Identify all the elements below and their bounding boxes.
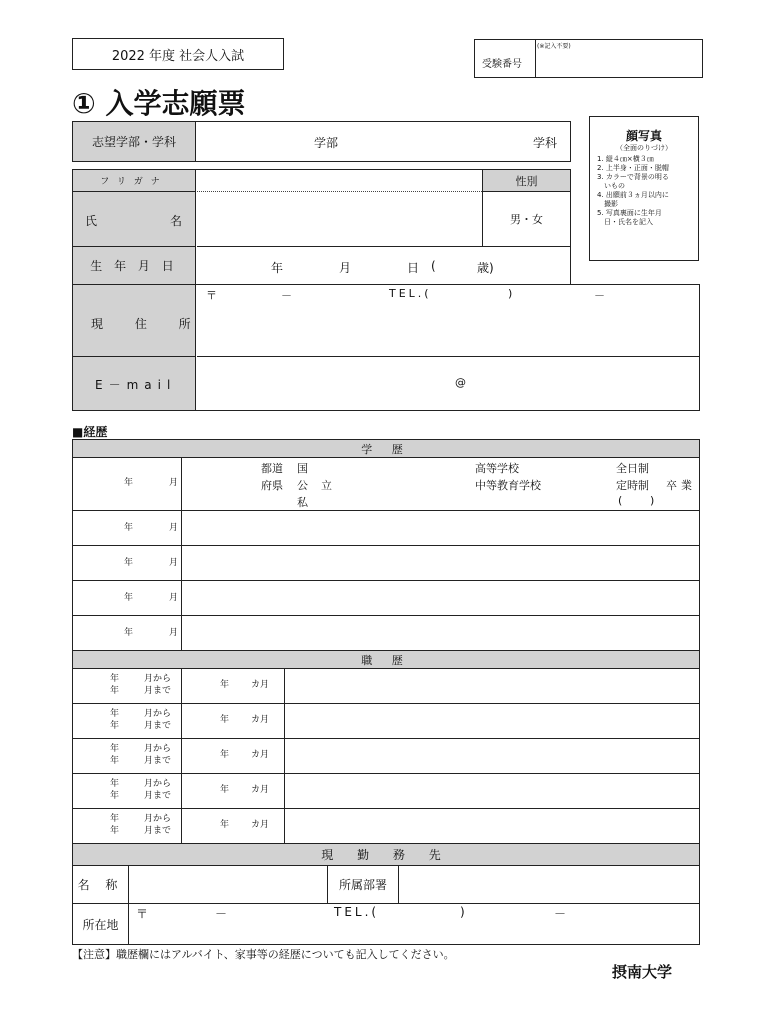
- course-parttime: 定時制: [616, 479, 649, 492]
- birth-month-unit: 月: [339, 261, 352, 275]
- prefecture-top: 都道: [261, 462, 283, 475]
- postal-mark: 〒: [206, 289, 217, 302]
- photo-instruction: 3. カラーで背景の明る: [597, 173, 669, 181]
- workplace-postal-mark: 〒: [136, 907, 149, 921]
- career-row[interactable]: [73, 704, 699, 739]
- furigana-label: フリガナ: [100, 177, 168, 187]
- department-unit: 学科: [533, 136, 558, 150]
- birth-year-unit: 年: [271, 261, 284, 275]
- career-header: 職 歴: [73, 651, 699, 669]
- workplace-tel-label: TEL.(: [334, 905, 380, 919]
- career-duration-month: カ月: [251, 785, 270, 795]
- education-month-unit: 月: [169, 558, 179, 568]
- university-name: 摂南大学: [612, 963, 673, 981]
- course-fulltime: 全日制: [616, 462, 649, 475]
- exam-number-box: [474, 39, 703, 78]
- birth-label: 生 年 月 日: [90, 259, 178, 273]
- career-from-month: 月から: [144, 814, 172, 824]
- postal-dash: －: [281, 289, 292, 302]
- workplace-location-row: [73, 904, 699, 944]
- workplace-location-label: 所在地: [82, 917, 119, 932]
- tel-label: TEL.(: [389, 287, 432, 300]
- gender-label: 性別: [515, 174, 538, 188]
- education-row[interactable]: [73, 581, 699, 616]
- address-field[interactable]: [197, 285, 699, 357]
- career-from-year: 年: [110, 779, 120, 789]
- education-row[interactable]: [73, 458, 699, 511]
- personal-info-block: [72, 169, 571, 285]
- education-row[interactable]: [73, 616, 699, 651]
- email-at-sign: @: [455, 376, 466, 389]
- photo-instruction: 5. 写真裏面に生年月: [597, 209, 662, 217]
- photo-instruction: 1. 縦４㎝×横３㎝: [597, 155, 654, 163]
- career-duration-year: 年: [220, 680, 230, 690]
- career-from-year: 年: [110, 744, 120, 754]
- career-to-year: 年: [110, 686, 120, 696]
- photo-instruction: 日・氏名を記入: [597, 218, 653, 226]
- education-year-unit: 年: [124, 478, 134, 488]
- education-year-unit: 年: [124, 558, 134, 568]
- career-from-month: 月から: [144, 779, 172, 789]
- career-duration-month: カ月: [251, 820, 270, 830]
- career-from-month: 月から: [144, 709, 172, 719]
- career-from-year: 年: [110, 814, 120, 824]
- education-year-unit: 年: [124, 628, 134, 638]
- career-from-month: 月から: [144, 744, 172, 754]
- course-close-paren: ): [650, 494, 655, 507]
- faculty-unit: 学部: [314, 136, 339, 150]
- name-label-first: 氏: [85, 214, 98, 228]
- tel-dash: －: [594, 289, 605, 302]
- workplace-name-row: [73, 866, 699, 904]
- birth-day-unit: 日: [407, 261, 420, 275]
- history-table: [72, 439, 700, 945]
- career-to-month: 月まで: [144, 686, 172, 696]
- department-label-cell: [73, 122, 196, 161]
- workplace-dept-label-cell: [327, 866, 399, 903]
- career-duration-year: 年: [220, 715, 230, 725]
- workplace-dept-field[interactable]: [400, 866, 699, 903]
- workplace-dept-label: 所属部署: [338, 878, 387, 892]
- workplace-name-field[interactable]: [130, 866, 327, 903]
- photo-instruction: 4. 出願前３ヵ月以内に: [597, 191, 669, 199]
- name-field[interactable]: [197, 192, 482, 247]
- email-label: E－mail: [95, 378, 177, 392]
- birth-field[interactable]: [197, 247, 570, 284]
- school-type-public: 公: [297, 479, 308, 492]
- career-to-year: 年: [110, 826, 120, 836]
- career-to-month: 月まで: [144, 826, 172, 836]
- career-row[interactable]: [73, 669, 699, 704]
- education-year-unit: 年: [124, 523, 134, 533]
- school-secondary: 中等教育学校: [475, 479, 541, 492]
- gender-options: 男・女: [510, 213, 543, 226]
- school-high: 高等学校: [475, 462, 519, 475]
- exam-number-field[interactable]: [537, 52, 702, 77]
- education-row[interactable]: [73, 546, 699, 581]
- department-row: [72, 121, 571, 162]
- photo-box[interactable]: [589, 116, 699, 261]
- career-to-month: 月まで: [144, 721, 172, 731]
- photo-title: 顔写真: [625, 129, 662, 143]
- career-row[interactable]: [73, 739, 699, 774]
- form-title: ① 入学志願票: [72, 87, 246, 120]
- department-label: 志望学部・学科: [91, 135, 176, 149]
- contact-block: [72, 284, 700, 411]
- furigana-label-cell: [73, 170, 196, 192]
- name-label-cell: [73, 192, 196, 247]
- career-duration-month: カ月: [251, 680, 270, 690]
- career-to-year: 年: [110, 791, 120, 801]
- workplace-location-label-cell: [73, 904, 129, 944]
- career-row[interactable]: [73, 774, 699, 809]
- education-year-unit: 年: [124, 593, 134, 603]
- address-label-cell: [73, 285, 205, 357]
- workplace-postal-dash: －: [215, 907, 228, 921]
- photo-subtitle: （全面のりづけ）: [616, 144, 672, 152]
- career-from-month: 月から: [144, 674, 172, 684]
- workplace-location-field[interactable]: [130, 904, 699, 944]
- workplace-name-label-cell: [73, 866, 129, 903]
- photo-instruction: 撮影: [597, 200, 618, 208]
- career-to-year: 年: [110, 721, 120, 731]
- age-unit: 歳): [477, 261, 494, 275]
- career-to-month: 月まで: [144, 756, 172, 766]
- email-field[interactable]: [197, 357, 699, 410]
- photo-instruction: 2. 上半身・正面・脱帽: [597, 164, 669, 172]
- education-month-unit: 月: [169, 628, 179, 638]
- career-duration-year: 年: [220, 820, 230, 830]
- exam-title: 2022 年度 社会人入試: [111, 48, 245, 64]
- workplace-name-label: 名 称: [77, 878, 124, 892]
- workplace-tel-dash: －: [554, 907, 567, 921]
- career-from-year: 年: [110, 709, 120, 719]
- education-month-unit: 月: [169, 478, 179, 488]
- career-duration-year: 年: [220, 750, 230, 760]
- course-open-paren: (: [618, 494, 623, 507]
- workplace-header: 現 勤 務 先: [73, 844, 699, 866]
- history-title: ■経歴: [72, 425, 108, 439]
- footer-note: 【注意】職歴欄にはアルバイト、家事等の経歴についても記入してください。: [72, 948, 455, 961]
- career-duration-month: カ月: [251, 715, 270, 725]
- career-duration-year: 年: [220, 785, 230, 795]
- exam-number-note: (※記入不要): [537, 43, 571, 50]
- gender-field[interactable]: [482, 192, 570, 247]
- education-row[interactable]: [73, 511, 699, 546]
- age-open-paren: (: [431, 259, 436, 273]
- school-type-national: 国: [297, 462, 308, 475]
- email-label-cell: [73, 357, 196, 410]
- education-header: 学 歴: [73, 440, 699, 458]
- prefecture-bottom: 府県: [261, 479, 283, 492]
- gender-label-cell: [482, 170, 570, 192]
- name-label-second: 名: [170, 214, 183, 228]
- school-type-suffix: 立: [321, 479, 332, 492]
- career-row[interactable]: [73, 809, 699, 844]
- tel-close-paren: ): [508, 287, 513, 300]
- career-from-year: 年: [110, 674, 120, 684]
- education-month-unit: 月: [169, 523, 179, 533]
- school-type-private: 私: [297, 496, 308, 509]
- career-duration-month: カ月: [251, 750, 270, 760]
- birth-label-cell: [73, 247, 196, 284]
- photo-instruction: いもの: [597, 182, 625, 190]
- graduation-label: 卒業: [666, 479, 696, 492]
- address-label: 現 住 所: [91, 317, 205, 331]
- exam-title-box: [72, 38, 284, 70]
- exam-number-label: 受験番号: [482, 59, 522, 70]
- career-to-month: 月まで: [144, 791, 172, 801]
- furigana-field[interactable]: [197, 170, 482, 192]
- career-to-year: 年: [110, 756, 120, 766]
- workplace-tel-close-paren: ): [460, 905, 465, 919]
- education-month-unit: 月: [169, 593, 179, 603]
